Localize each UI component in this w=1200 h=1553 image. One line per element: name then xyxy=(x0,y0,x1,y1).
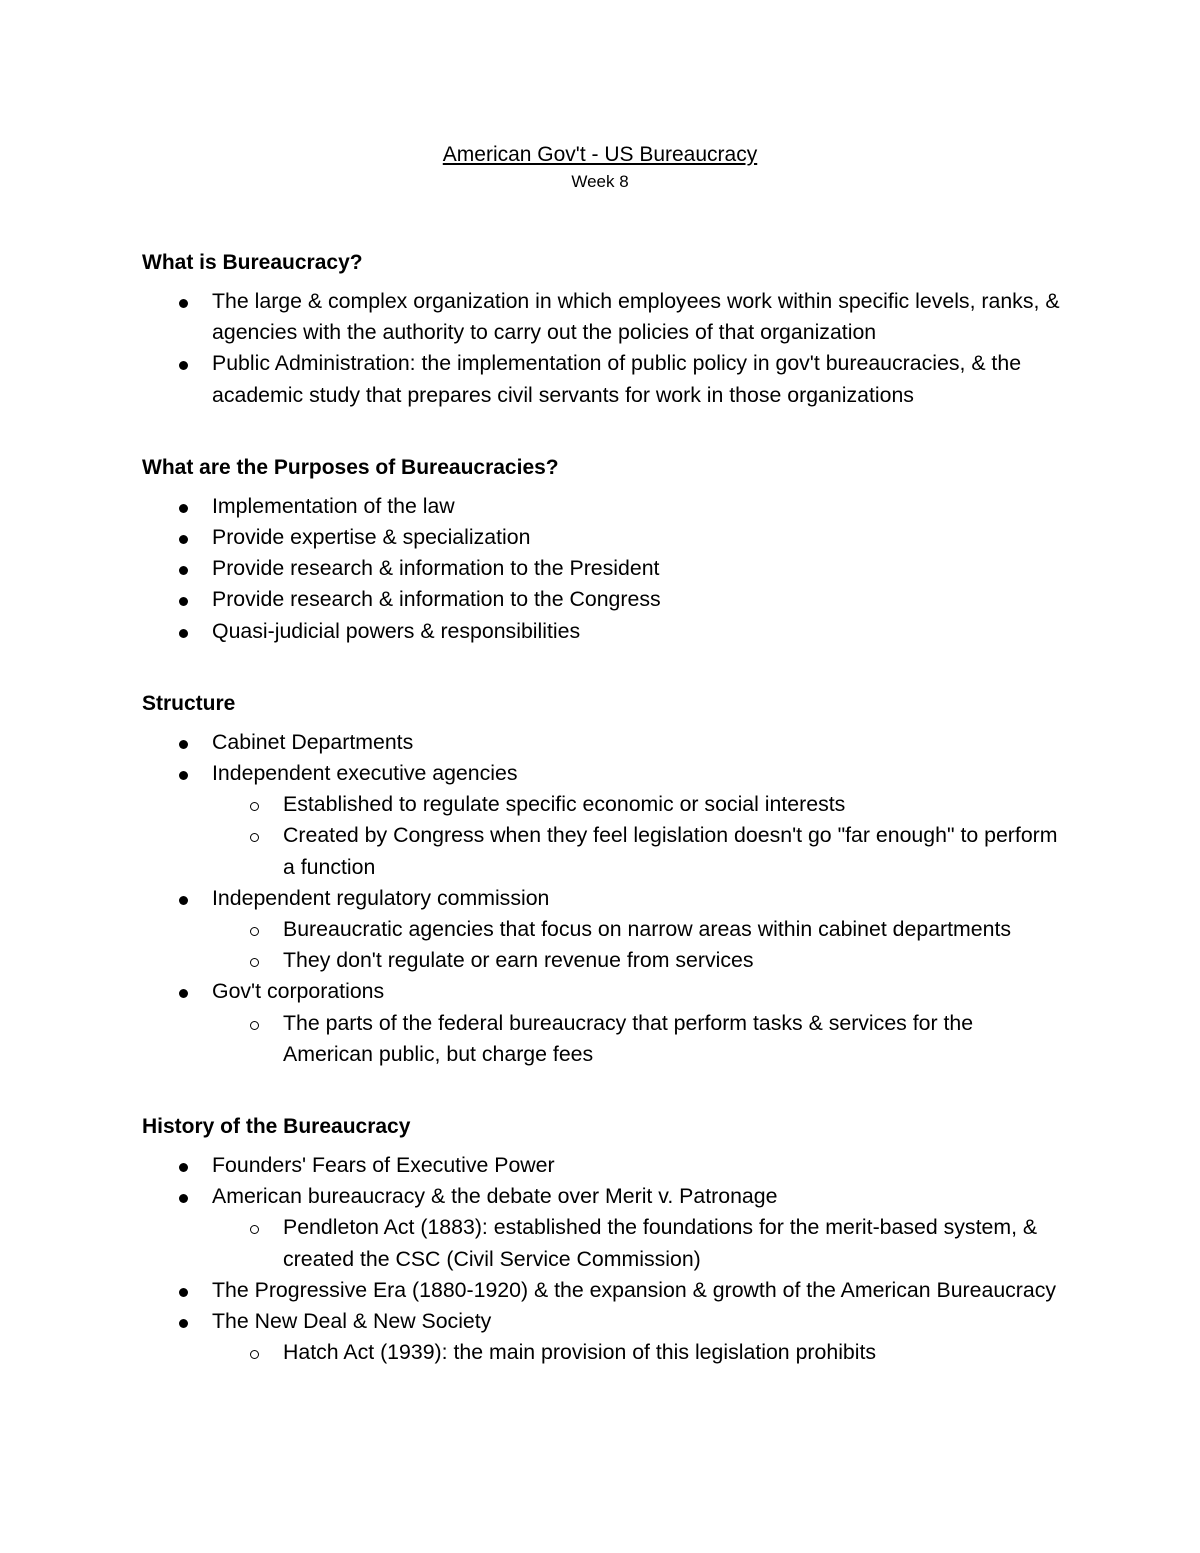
list-item-text: The large & complex organization in which employees work within specific levels, ranks, & agencies with the authority to carry out the policies of that organization xyxy=(212,289,1060,345)
sub-list-item-text: Pendleton Act (1883): established the foundations for the merit-based system, & created the CSC (Civil Service Commission) xyxy=(283,1215,1038,1271)
bullet-icon xyxy=(179,1319,188,1328)
list-item xyxy=(142,348,1062,410)
sub-list-item xyxy=(142,945,1062,976)
list-item xyxy=(142,1181,1062,1212)
sub-list-item-text: Created by Congress when they feel legislation doesn't go "far enough" to perform a function xyxy=(283,823,1058,879)
list-item-text: Independent regulatory commission xyxy=(212,885,550,910)
sub-list-item xyxy=(142,1008,1062,1070)
list-item xyxy=(142,584,1062,615)
bullet-icon xyxy=(179,1288,188,1297)
list-item xyxy=(142,553,1062,584)
list-item-text: Provide expertise & specialization xyxy=(212,525,531,550)
section-heading: What are the Purposes of Bureaucracies? xyxy=(142,455,559,479)
list-item xyxy=(142,1150,1062,1181)
list-item xyxy=(142,1275,1062,1306)
section-heading: History of the Bureaucracy xyxy=(142,1115,411,1139)
bullet-list xyxy=(142,1150,1062,1368)
bullet-list xyxy=(142,727,1062,1070)
bullet-icon xyxy=(179,740,188,749)
bullet-icon xyxy=(179,361,188,370)
bullet-icon xyxy=(179,535,188,544)
section xyxy=(142,248,1062,411)
list-item-text: Implementation of the law xyxy=(212,493,455,518)
sub-list-item-text: The parts of the federal bureaucracy that perform tasks & services for the American public, but charge fees xyxy=(283,1010,974,1066)
document-title-text: American Gov't - US Bureaucracy xyxy=(442,143,758,166)
bullet-icon xyxy=(179,629,188,638)
bullet-icon xyxy=(179,771,188,780)
bullet-list xyxy=(142,491,1062,647)
bullet-icon xyxy=(179,1163,188,1172)
document-page xyxy=(142,140,1062,1368)
bullet-icon xyxy=(179,989,188,998)
bullet-icon xyxy=(179,597,188,606)
sub-list-item xyxy=(142,820,1062,882)
hollow-bullet-icon xyxy=(250,1350,259,1359)
section xyxy=(142,1112,1062,1368)
sub-list-item xyxy=(142,914,1062,945)
list-item-text: Provide research & information to the Congress xyxy=(212,587,661,612)
list-item-text: Quasi-judicial powers & responsibilities xyxy=(212,618,581,643)
sub-list-item-text: Established to regulate specific economic or social interests xyxy=(283,792,846,817)
sub-list-item xyxy=(142,1212,1062,1274)
sub-list-item xyxy=(142,789,1062,820)
list-item xyxy=(142,491,1062,522)
list-item xyxy=(142,616,1062,647)
list-item-text: Founders' Fears of Executive Power xyxy=(212,1153,555,1178)
hollow-bullet-icon xyxy=(250,958,259,967)
section xyxy=(142,689,1062,1070)
hollow-bullet-icon xyxy=(250,927,259,936)
hollow-bullet-icon xyxy=(250,1021,259,1030)
list-item xyxy=(142,1306,1062,1337)
bullet-icon xyxy=(179,896,188,905)
list-item xyxy=(142,976,1062,1007)
hollow-bullet-icon xyxy=(250,833,259,842)
list-item-text: Independent executive agencies xyxy=(212,761,518,786)
bullet-icon xyxy=(179,299,188,308)
sub-list-item-text: Bureaucratic agencies that focus on narrow areas within cabinet departments xyxy=(283,917,1012,942)
list-item-text: Cabinet Departments xyxy=(212,729,414,754)
list-item xyxy=(142,727,1062,758)
section xyxy=(142,453,1062,647)
list-item xyxy=(142,883,1062,914)
bullet-icon xyxy=(179,566,188,575)
list-item-text: American bureaucracy & the debate over Merit v. Patronage xyxy=(212,1184,778,1209)
bullet-list xyxy=(142,286,1062,411)
section-heading: Structure xyxy=(142,691,236,715)
bullet-icon xyxy=(179,504,188,513)
list-item xyxy=(142,758,1062,789)
document-subtitle: Week 8 xyxy=(571,172,629,191)
list-item xyxy=(142,286,1062,348)
list-item-text: Public Administration: the implementation of public policy in gov't bureaucracies, & the academic study that prepares civil servants for work in those organizations xyxy=(212,351,1022,407)
list-item xyxy=(142,522,1062,553)
list-item-text: The Progressive Era (1880-1920) & the expansion & growth of the American Bureaucracy xyxy=(212,1277,1057,1302)
hollow-bullet-icon xyxy=(250,1225,259,1234)
hollow-bullet-icon xyxy=(250,802,259,811)
list-item-text: Provide research & information to the President xyxy=(212,556,660,581)
list-item-text: The New Deal & New Society xyxy=(212,1309,492,1334)
list-item-text: Gov't corporations xyxy=(212,979,385,1004)
section-heading: What is Bureaucracy? xyxy=(142,251,363,274)
sub-list-item-text: Hatch Act (1939): the main provision of this legislation prohibits xyxy=(283,1340,877,1365)
document-title xyxy=(0,140,1200,170)
sub-list-item-text: They don't regulate or earn revenue from services xyxy=(283,948,754,973)
bullet-icon xyxy=(179,1194,188,1203)
sub-list-item xyxy=(142,1337,1062,1368)
